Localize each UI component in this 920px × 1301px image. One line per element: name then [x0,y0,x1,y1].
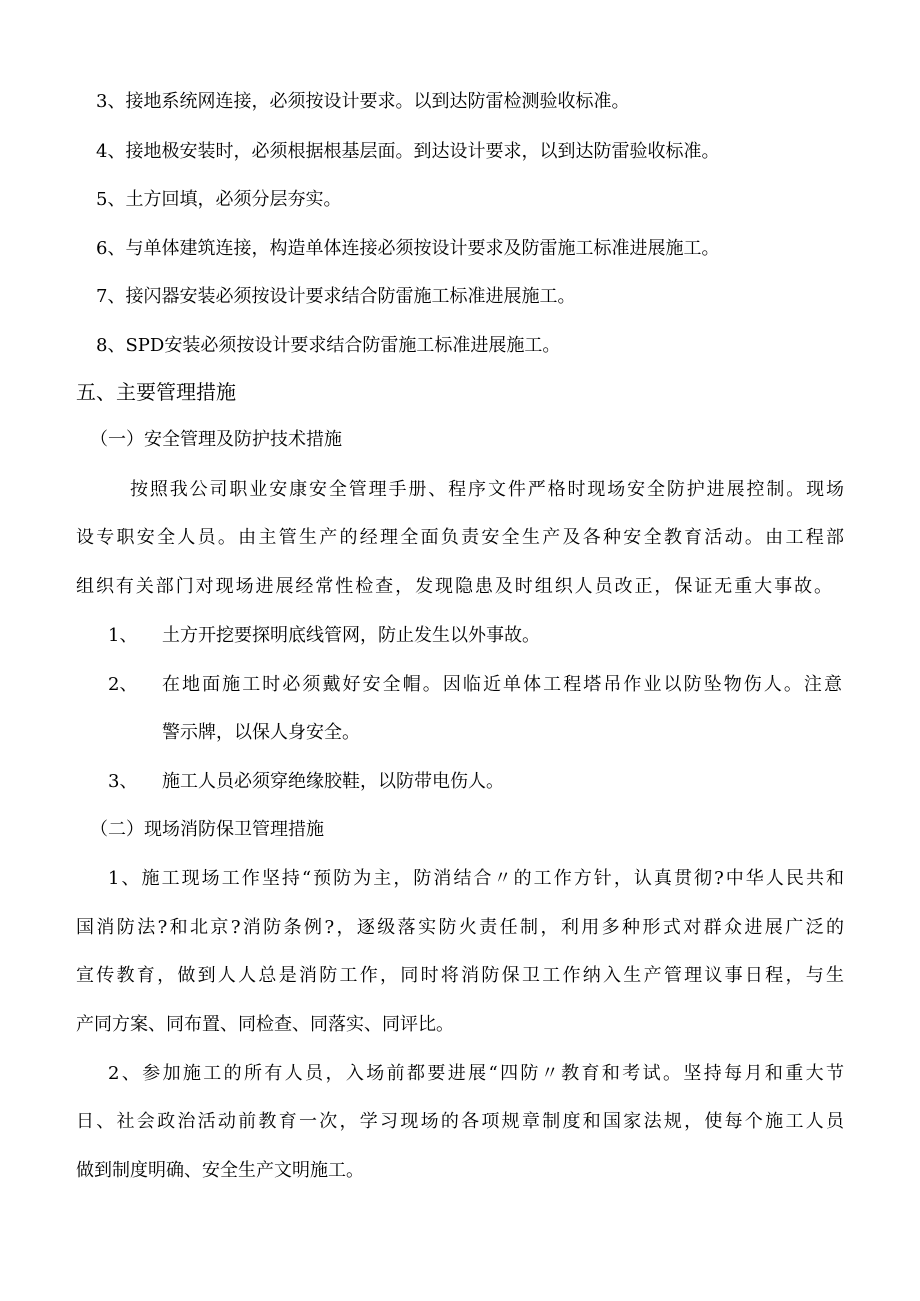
item-text: 在地面施工时必须戴好安全帽。因临近单体工程塔吊作业以防坠物伤人。注意 [162,674,842,695]
paragraph-line: 国消防法?和北京?消防条例?，逐级落实防火责任制，利用多种形式对群众进展广泛的 [76,917,844,938]
paragraph-line: 1、施工现场工作坚持“预防为主，防消结合〃的工作方针，认真贯彻?中华人民共和 [108,868,844,889]
list-item-3: 3、接地系统网连接，必须按设计要求。以到达防雷检测验收标准。 [96,91,630,112]
paragraph-line: 做到制度明确、安全生产文明施工。 [76,1160,364,1181]
paragraph-line: 日、社会政治活动前教育一次，学习现场的各项规章制度和国家法规，使每个施工人员 [76,1111,844,1132]
section-heading: 五、主要管理措施 [76,380,236,404]
item-text: 施工人员必须穿绝缘胶鞋，以防带电伤人。 [162,771,504,792]
paragraph-line: 宣传教育，做到人人总是消防工作，同时将消防保卫工作纳入生产管理议事日程，与生 [76,965,844,986]
item-text: 土方开挖要探明底线管网，防止发生以外事故。 [162,625,540,646]
list-item-6: 6、与单体建筑连接，构造单体连接必须按设计要求及防雷施工标准进展施工。 [96,238,720,259]
item-text-continued: 警示牌，以保人身安全。 [162,722,360,743]
paragraph-line: 组织有关部门对现场进展经常性检查，发现隐患及时组织人员改正，保证无重大事故。 [76,576,832,597]
paragraph-line: 产同方案、同布置、同检查、同落实、同评比。 [76,1014,454,1035]
subsection-heading-2: （二）现场消防保卫管理措施 [90,819,324,840]
paragraph-line: 设专职安全人员。由主管生产的经理全面负责安全生产及各种安全教育活动。由工程部 [76,527,844,548]
item-number: 3、 [108,771,138,792]
item-number: 1、 [108,625,138,646]
list-item-7: 7、接闪器安装必须按设计要求结合防雷施工标准进展施工。 [96,286,576,307]
paragraph-line: 按照我公司职业安康安全管理手册、程序文件严格时现场安全防护进展控制。现场 [130,479,844,500]
list-item-8: 8、SPD安装必须按设计要求结合防雷施工标准进展施工。 [96,335,561,356]
list-item-4: 4、接地极安装时，必须根据根基层面。到达设计要求，以到达防雷验收标准。 [96,141,720,162]
item-number: 2、 [108,674,138,695]
list-item-5: 5、土方回填，必须分层夯实。 [96,189,342,210]
subsection-heading-1: （一）安全管理及防护技术措施 [90,429,342,450]
paragraph-line: 2、参加施工的所有人员，入场前都要进展“四防〃教育和考试。坚持每月和重大节 [108,1063,844,1084]
